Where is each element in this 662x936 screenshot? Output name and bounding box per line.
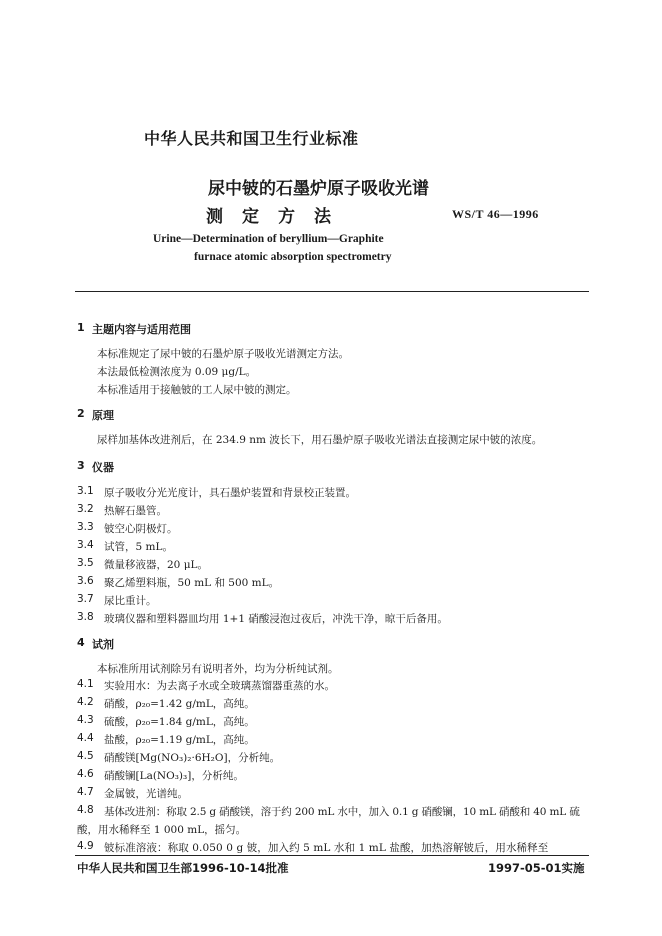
list-item-text: 试管，5 mL。 — [104, 541, 173, 553]
list-item-number: 4.5 — [77, 750, 94, 762]
list-item-text: 硝酸，ρ₂₀=1.42 g/mL，高纯。 — [104, 698, 255, 710]
list-item-text: 玻璃仪器和塑料器皿均用 1+1 硝酸浸泡过夜后，冲洗干净，晾干后备用。 — [104, 613, 448, 625]
list-item-text: 微量移液器，20 μL。 — [104, 559, 208, 571]
approval-line: 中华人民共和国卫生部1996-10-14批准 — [77, 861, 289, 875]
title-en-line1: Urine—Determination of beryllium—Graphite — [153, 233, 384, 245]
section-3-number: 3 — [77, 459, 85, 472]
title-en-line2: furnace atomic absorption spectrometry — [194, 251, 392, 263]
section-4-intro: 本标准所用试剂除另有说明者外，均为分析纯试剂。 — [97, 663, 339, 675]
standard-code: WS/T 46—1996 — [452, 207, 539, 221]
list-item-number: 3.5 — [77, 557, 94, 569]
list-item-text-continued: 酸，用水稀释至 1 000 mL，摇匀。 — [77, 824, 247, 836]
list-item-number: 4.2 — [77, 696, 94, 708]
list-item-text: 硝酸镁[Mg(NO₃)₂·6H₂O]，分析纯。 — [104, 752, 281, 764]
header-rule — [75, 291, 589, 292]
list-item-text: 聚乙烯塑料瓶，50 mL 和 500 mL。 — [104, 577, 280, 589]
list-item-text: 基体改进剂：称取 2.5 g 硝酸镁，溶于约 200 mL 水中，加入 0.1 g 硝酸镧，10 mL 硝酸和 40 mL 硫 — [104, 806, 580, 818]
list-item-number: 4.6 — [77, 768, 94, 780]
implementation-line: 1997-05-01实施 — [488, 861, 585, 875]
list-item-text: 金属铍，光谱纯。 — [104, 788, 188, 800]
section-2-number: 2 — [77, 407, 85, 420]
list-item-text: 硝酸镧[La(NO₃)₃]，分析纯。 — [104, 770, 244, 782]
section-1-number: 1 — [77, 321, 85, 334]
list-item-number: 3.4 — [77, 539, 94, 551]
section-1-title: 主题内容与适用范围 — [92, 323, 191, 336]
standard-category: 中华人民共和国卫生行业标准 — [144, 129, 359, 148]
list-item-number: 4.3 — [77, 714, 94, 726]
list-item-number: 4.7 — [77, 786, 94, 798]
list-item-text: 硫酸，ρ₂₀=1.84 g/mL，高纯。 — [104, 716, 255, 728]
list-item-text: 尿比重计。 — [104, 595, 157, 607]
list-item-number: 4.9 — [77, 840, 94, 852]
section-4-number: 4 — [77, 636, 85, 649]
list-item-number: 3.8 — [77, 611, 94, 623]
list-item-number: 3.1 — [77, 485, 94, 497]
list-item-number: 3.2 — [77, 503, 94, 515]
list-item-number: 3.3 — [77, 521, 94, 533]
title-cn-line1: 尿中铍的石墨炉原子吸收光谱 — [208, 179, 429, 199]
section-4-title: 试剂 — [92, 638, 114, 651]
list-item-text: 盐酸，ρ₂₀=1.19 g/mL，高纯。 — [104, 734, 255, 746]
list-item-number: 4.4 — [77, 732, 94, 744]
list-item-number: 4.8 — [77, 804, 94, 816]
list-item-number: 3.7 — [77, 593, 94, 605]
section-2-title: 原理 — [92, 409, 114, 422]
list-item-text: 原子吸收分光光度计，具石墨炉装置和背景校正装置。 — [104, 487, 356, 499]
list-item-text: 铍标准溶液：称取 0.050 0 g 铍，加入约 5 mL 水和 1 mL 盐酸，加热溶解铍后，用水稀释至 — [104, 842, 549, 854]
section-2-paragraph: 尿样加基体改进剂后，在 234.9 nm 波长下，用石墨炉原子吸收光谱法直接测定尿中铍的浓度。 — [97, 434, 543, 446]
footer-rule — [75, 855, 589, 856]
title-cn-line2: 测定方法 — [206, 207, 350, 227]
section-1-paragraph: 本标准规定了尿中铍的石墨炉原子吸收光谱测定方法。 — [97, 348, 349, 360]
list-item-text: 热解石墨管。 — [104, 505, 167, 517]
list-item-number: 3.6 — [77, 575, 94, 587]
section-1-paragraph: 本标准适用于接触铍的工人尿中铍的测定。 — [97, 384, 297, 396]
section-3-title: 仪器 — [92, 461, 114, 474]
list-item-text: 铍空心阴极灯。 — [104, 523, 178, 535]
section-1-paragraph: 本法最低检测浓度为 0.09 μg/L。 — [97, 366, 257, 378]
list-item-number: 4.1 — [77, 678, 94, 690]
list-item-text: 实验用水：为去离子水或全玻璃蒸馏器重蒸的水。 — [104, 680, 335, 692]
